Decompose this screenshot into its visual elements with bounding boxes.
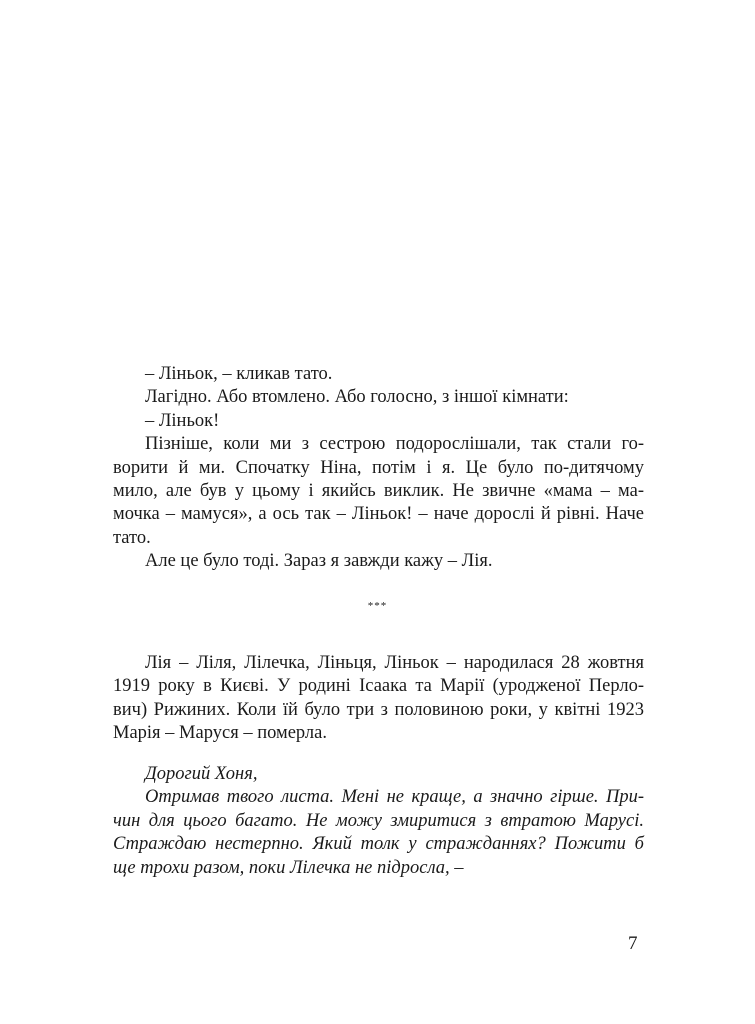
text-line: Страждаю нестерпно. Який толк у стражданнях? Пожити б (113, 834, 644, 855)
text-line: Марія – Маруся – померла. (113, 723, 327, 744)
text-line: мочка – мамуся», а ось так – Ліньок! – наче дорослі й рівні. Наче (113, 504, 644, 525)
text-line: чин для цього багато. Не можу змиритися з втратою Марусі. (113, 810, 644, 831)
text-line: ще трохи разом, поки Лілечка не підросла, – (113, 857, 464, 878)
text-line: мило, але був у цьому і якийсь виклик. Не звичне «мама – ма- (113, 480, 644, 501)
text-line: тато. (113, 527, 151, 548)
text-line: Отримав твого листа. Мені не краще, а значно гірше. При- (145, 787, 644, 808)
section-separator: *** (367, 600, 388, 612)
letter-quote (113, 763, 644, 880)
text-line: Дорогий Хоня, (145, 764, 258, 784)
text-line: Лагідно. Або втомлено. Або голосно, з іншої кімнати: (145, 387, 569, 408)
text-line: 1919 року в Києві. У родині Ісаака та Марії (уродженої Перло- (113, 676, 644, 697)
text-line: Пізніше, коли ми з сестрою подорослішали, так стали го- (145, 434, 644, 455)
text-line: Але це було тоді. Зараз я завжди кажу – Лія. (145, 551, 493, 572)
text-line: – Ліньок, – кликав тато. (145, 364, 333, 384)
page-number: 7 (628, 933, 638, 954)
paragraph-block-2 (113, 652, 644, 746)
paragraph-block-1 (113, 363, 644, 574)
text-line: – Ліньок! (145, 410, 220, 431)
text-line: Лія – Ліля, Лілечка, Ліньця, Ліньок – народилася 28 жовтня (145, 653, 644, 673)
text-line: ворити й ми. Спочатку Ніна, потім і я. Це було по-дитячому (113, 457, 644, 478)
text-line: вич) Рижиних. Коли їй було три з половиною роки, у квітні 1923 (113, 699, 644, 720)
